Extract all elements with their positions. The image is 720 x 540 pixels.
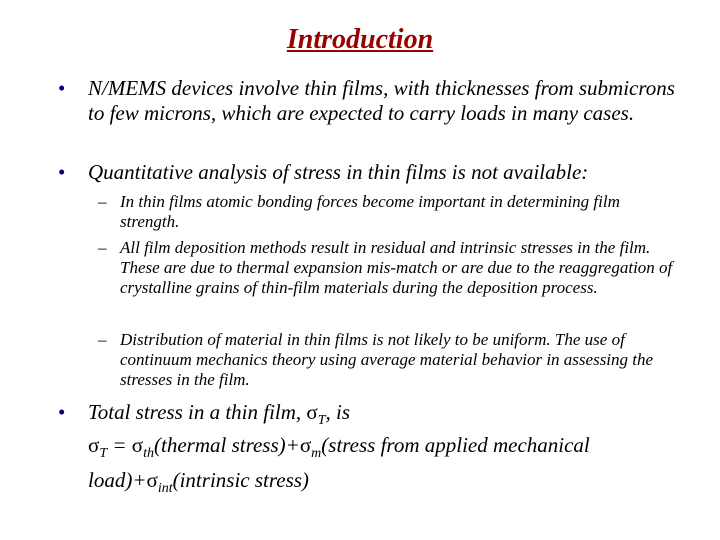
sigma-symbol: σ — [306, 400, 318, 424]
bullet-3-suffix: , is — [325, 400, 351, 424]
sub-bullet-3-text: Distribution of material in thin films is not likely to be uniform. The use of continuum mechanics theory using average material behavior in assessing the stresses in the film. — [120, 330, 654, 389]
subscript-int: int — [157, 481, 173, 497]
bullet-2-text: Quantitative analysis of stress in thin films is not available: — [88, 160, 589, 184]
thermal-stress-text: (thermal stress)+ — [154, 433, 300, 457]
sub-bullet-1-text: In thin films atomic bonding forces become important in determining film strength. — [120, 192, 620, 231]
stress-formula — [88, 432, 688, 502]
sub-bullet-1 — [98, 192, 678, 232]
equals-sign: = — [107, 433, 132, 457]
bullet-dot-icon: • — [58, 160, 66, 184]
dash-icon: – — [98, 330, 107, 349]
bullet-3-prefix: Total stress in a thin film, — [88, 400, 307, 424]
bullet-1-text: N/MEMS devices involve thin films, with thicknesses from submicrons to few microns, which are expected to carry loads in many cases. — [88, 76, 675, 125]
sigma-symbol: σ — [299, 433, 312, 457]
sub-bullet-3 — [98, 330, 678, 390]
sub-bullet-2 — [98, 238, 678, 298]
dash-icon: – — [98, 192, 107, 211]
sigma-symbol: σ — [146, 468, 158, 493]
sigma-symbol: σ — [131, 433, 144, 457]
bullet-2 — [58, 160, 678, 185]
bullet-3-text — [88, 400, 678, 433]
subscript-t: T — [317, 413, 326, 429]
subscript-m: m — [311, 446, 322, 462]
dash-icon: – — [98, 238, 107, 257]
applied-stress-text: (stress from applied mechanical load)+ — [88, 433, 590, 493]
sub-bullet-2-text: All film deposition methods result in residual and intrinsic stresses in the film. These are due to thermal expansion mis-match or are due to the reaggregation of crystalline grains of thin-film materials during the deposition process. — [120, 238, 673, 297]
bullet-dot-icon: • — [58, 400, 66, 424]
bullet-1 — [58, 76, 678, 126]
subscript-t: T — [99, 446, 108, 462]
intrinsic-stress-text: (intrinsic stress) — [172, 468, 309, 493]
bullet-3 — [58, 400, 678, 433]
sigma-symbol: σ — [88, 433, 100, 457]
slide-title: Introduction — [286, 24, 434, 55]
bullet-dot-icon: • — [58, 76, 66, 100]
subscript-th: th — [143, 446, 155, 462]
